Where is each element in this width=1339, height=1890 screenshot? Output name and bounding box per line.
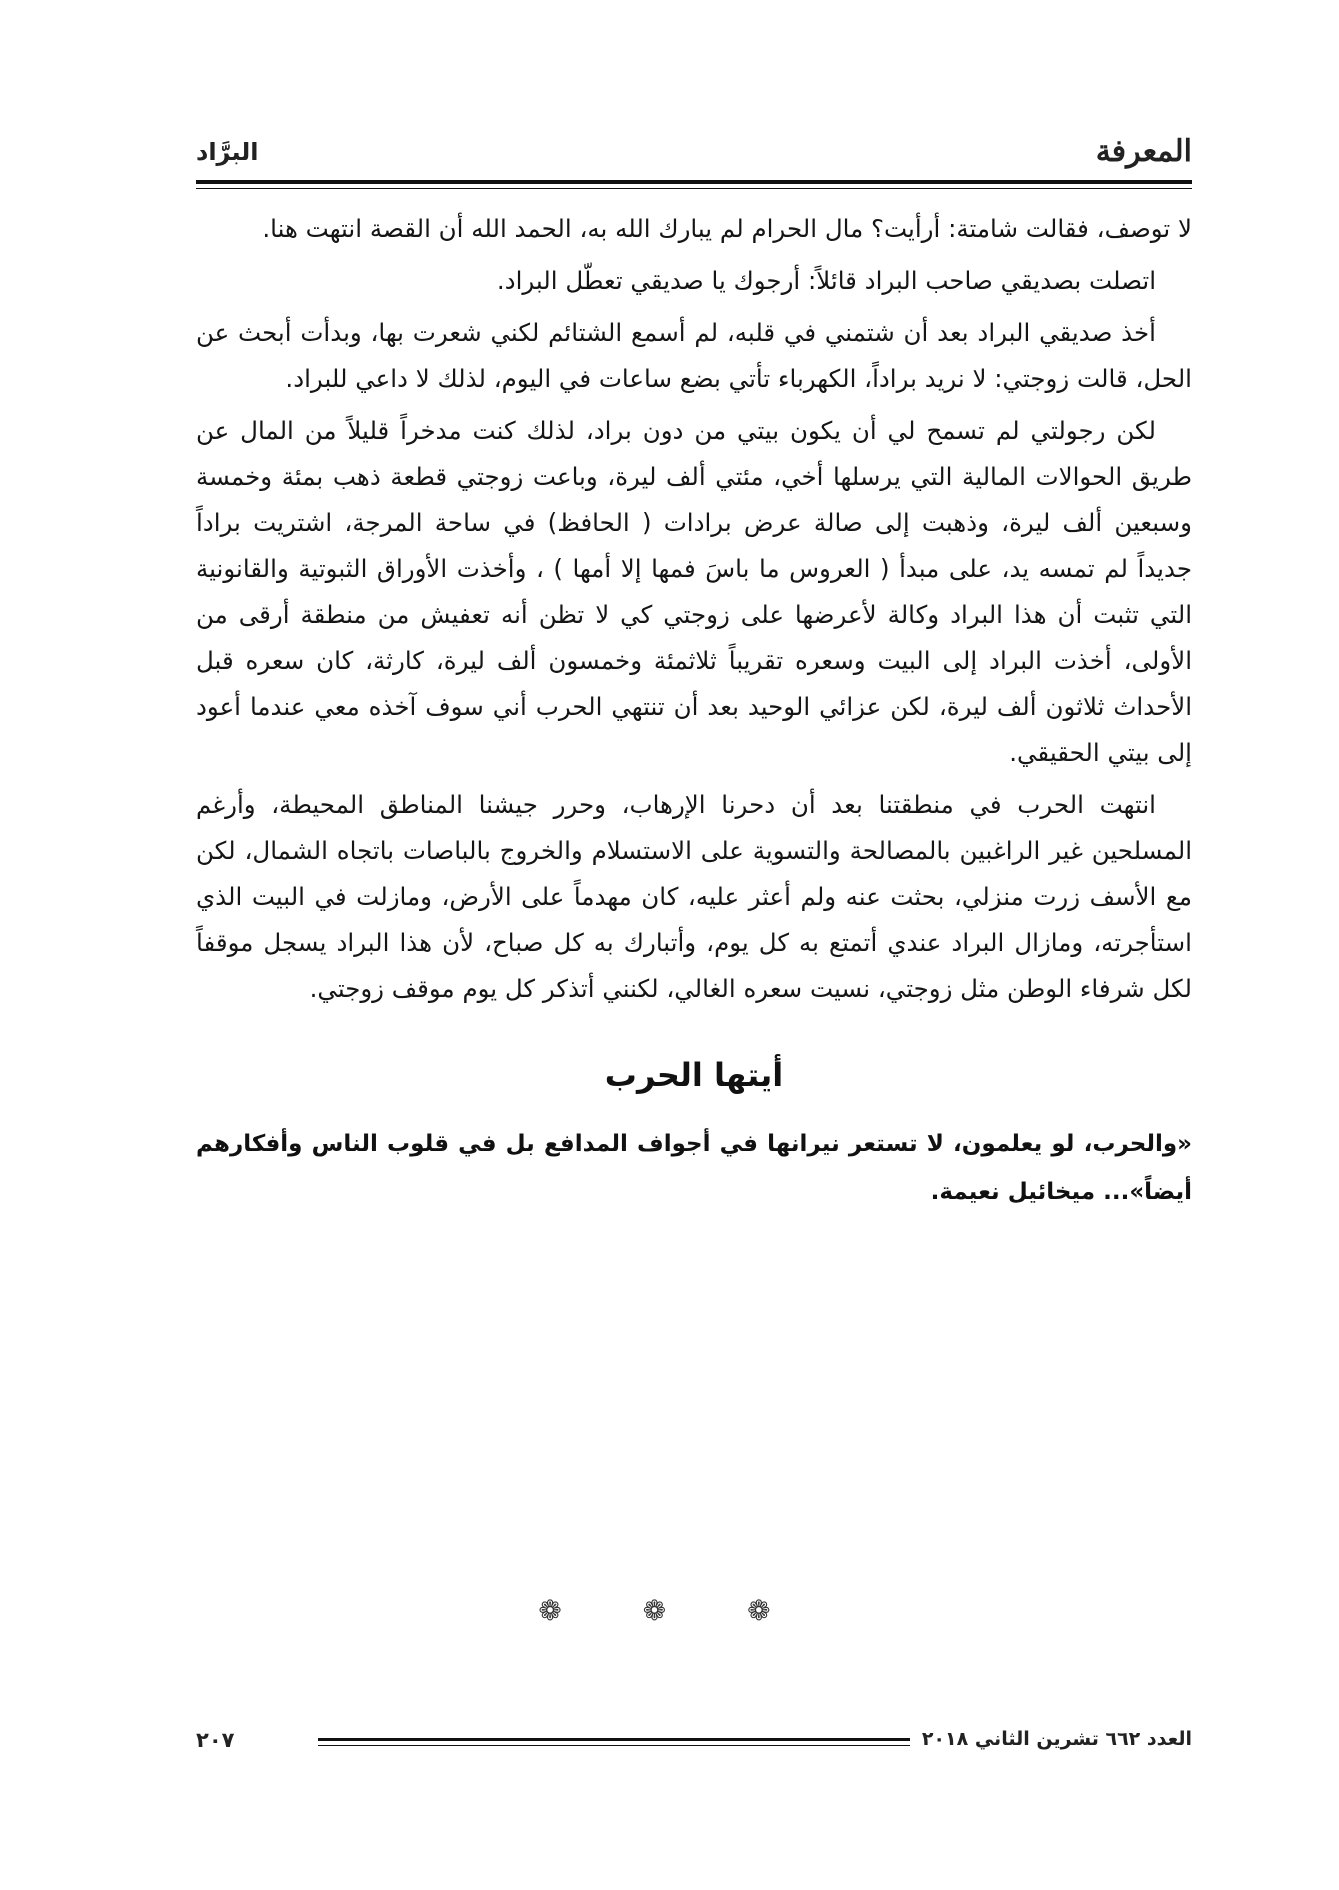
journal-name: المعرفة xyxy=(1095,134,1192,169)
flower-ornament-icon: ❁ xyxy=(642,1594,697,1627)
page-number: ٢٠٧ xyxy=(196,1728,235,1752)
page-header xyxy=(196,120,1192,180)
section-title: البرَّاد xyxy=(196,138,259,166)
paragraph-5: انتهت الحرب في منطقتنا بعد أن دحرنا الإرهاب، وحرر جيشنا المناطق المحيطة، وأرغم المسلحين غير الراغبين بالمصالحة والتسوية على الاستسلام والخروج بالباصات باتجاه الشمال، لكن مع الأسف زرت منزلي، بحثت عنه ولم أعثر عليه، كان مهدماً على الأرض، ومازلت في البيت الذي استأجرته، ومازال البراد عندي أتمتع به كل يوم، وأتبارك به كل صباح، لأن هذا البراد يسجل موقفاً لكل شرفاء الوطن مثل زوجتي، نسيت سعره الغالي، لكنني أتذكر كل يوم موقف زوجتي. xyxy=(196,790,1192,1003)
footer-divider-thin xyxy=(318,1745,910,1746)
article-title: أيتها الحرب xyxy=(604,1056,784,1094)
article-content xyxy=(196,206,1192,1216)
section-ornaments xyxy=(0,1594,1339,1627)
header-divider-thin xyxy=(196,188,1192,189)
paragraph-3: أخذ صديقي البراد بعد أن شتمني في قلبه، لم أسمع الشتائم لكني شعرت بها، وبدأت أبحث عن الحل، قالت زوجتي: لا نريد براداً، الكهرباء تأتي بضع ساعات في اليوم، لذلك لا داعي للبراد. xyxy=(196,318,1192,393)
paragraph-4: لكن رجولتي لم تسمح لي أن يكون بيتي من دون براد، لذلك كنت مدخراً قليلاً من المال عن طريق الحوالات المالية التي يرسلها أخي، مئتي ألف ليرة، وباعت زوجتي قطعة ذهب بمئة وخمسة وسبعين ألف ليرة، وذهبت إلى صالة عرض برادات ( الحافظ) في ساحة المرجة، اشتريت براداً جديداً لم تمسه يد، على مبدأ ( العروس ما باسَ فمها إلا أمها ) ، وأخذت الأوراق الثبوتية والقانونية التي تثبت أن هذا البراد وكالة لأعرضها على زوجتي كي لا تظن أنه تعفيش من منطقة أرقى من الأولى، أخذت البراد إلى البيت وسعره تقريباً ثلاثمئة وخمسون ألف ليرة، كارثة، كان سعره قبل الأحداث ثلاثون ألف ليرة، لكن عزائي الوحيد بعد أن تنتهي الحرب أني سوف آخذه معي عندما أعود إلى بيتي الحقيقي. xyxy=(196,416,1192,767)
page-footer xyxy=(196,1728,1192,1768)
header-divider xyxy=(196,180,1192,184)
paragraph-2: اتصلت بصديقي صاحب البراد قائلاً: أرجوك يا صديقي تعطّل البراد. xyxy=(496,266,1156,295)
flower-ornament-icon: ❁ xyxy=(538,1594,592,1627)
flower-ornament-icon: ❁ xyxy=(747,1594,801,1627)
paragraph-1: لا توصف، فقالت شامتة: أرأيت؟ مال الحرام لم يبارك الله به، الحمد الله أن القصة انتهت هنا. xyxy=(262,214,1192,243)
issue-info: العدد ٦٦٢ تشرين الثاني ٢٠١٨ xyxy=(921,1728,1192,1750)
footer-divider xyxy=(318,1738,910,1741)
epigraph-quote: «والحرب، لو يعلمون، لا تستعر نيرانها في أجواف المدافع بل في قلوب الناس وأفكارهم أيضاً»... ميخائيل نعيمة. xyxy=(196,1131,1192,1205)
